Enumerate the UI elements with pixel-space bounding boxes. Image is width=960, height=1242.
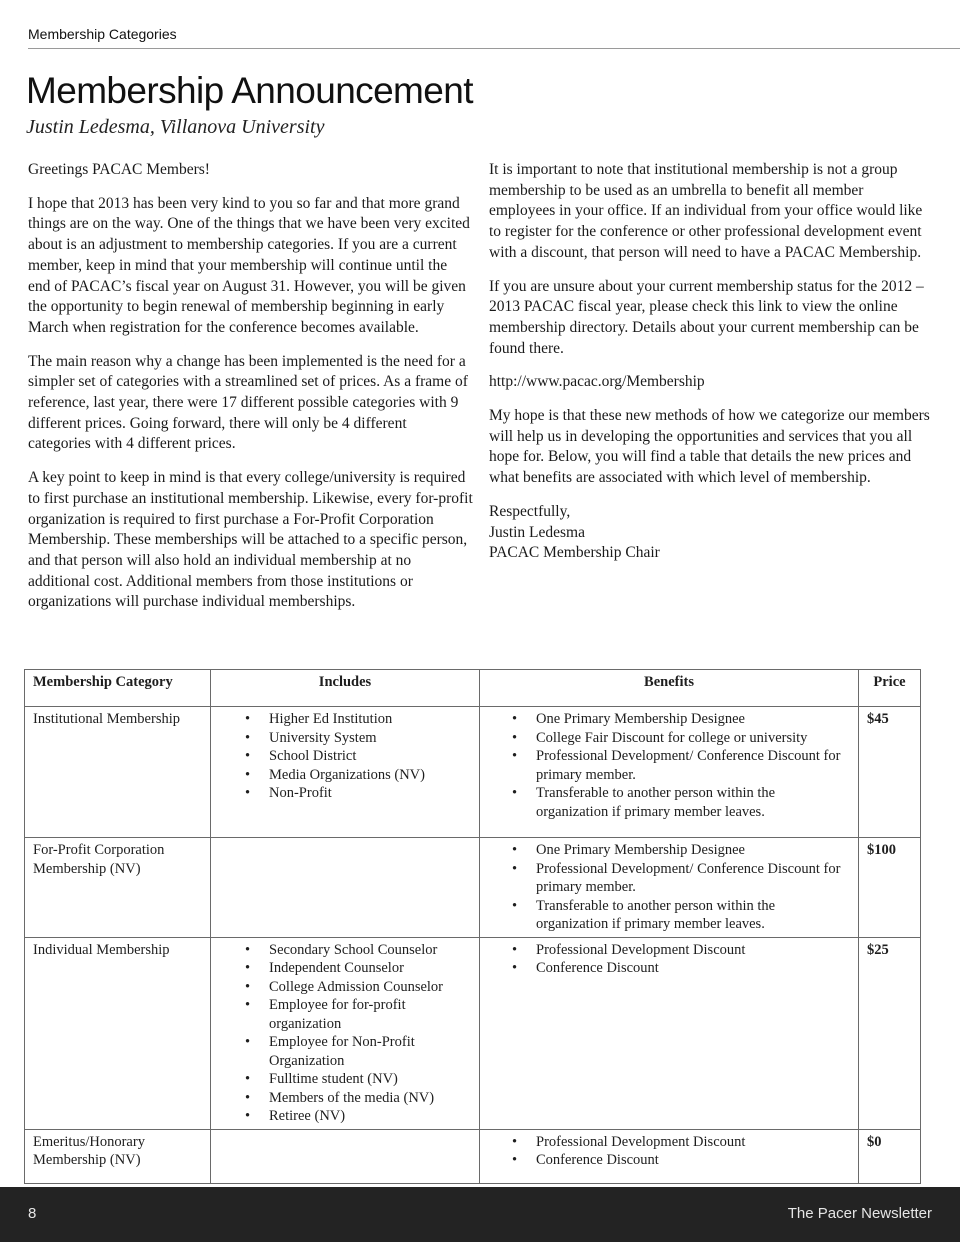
- category-cell: Institutional Membership: [25, 707, 211, 838]
- list-item: • Independent Counselor: [269, 959, 471, 978]
- list-item: • Employee for for-profit organization: [269, 996, 471, 1033]
- signoff: [489, 502, 931, 564]
- left-column: [28, 160, 473, 626]
- greeting-paragraph: Greetings PACAC Members!: [28, 161, 210, 178]
- article-byline: Justin Ledesma, Villanova University: [26, 116, 325, 138]
- list-item: • Secondary School Counselor: [269, 941, 471, 960]
- includes-cell: [211, 1129, 480, 1183]
- list-item: • Media Organizations (NV): [269, 766, 471, 785]
- price-cell: $25: [859, 937, 921, 1129]
- list-item: • Transferable to another person within the organization if primary member leaves.: [536, 784, 850, 821]
- price-cell: $100: [859, 838, 921, 938]
- list-item: • Non-Profit: [269, 784, 471, 803]
- list-item: • One Primary Membership Designee: [536, 710, 850, 729]
- list-item: • One Primary Membership Designee: [536, 841, 850, 860]
- signoff-title: PACAC Membership Chair: [489, 544, 660, 562]
- membership-table: [24, 669, 921, 1184]
- list-item: • Higher Ed Institution: [269, 710, 471, 729]
- membership-link[interactable]: http://www.pacac.org/Membership: [489, 373, 705, 391]
- table-row: [25, 707, 921, 838]
- list-item: • Conference Discount: [536, 1151, 850, 1170]
- table-row: [25, 937, 921, 1129]
- signoff-name: Justin Ledesma: [489, 523, 585, 541]
- list-item: • Retiree (NV): [269, 1107, 471, 1126]
- page-footer: [0, 1187, 960, 1242]
- list-item: • Professional Development/ Conference Discount for primary member.: [536, 747, 850, 784]
- column-header: Price: [859, 670, 921, 707]
- list-item: • Professional Development Discount: [536, 1133, 850, 1152]
- article-title: Membership Announcement: [26, 70, 473, 111]
- body-paragraph: A key point to keep in mind is that every college/university is required to first purchase an institutional membership. Likewise, every for-profit organization is required to first purchase a For-Profit Corporation Membership. These memberships will be attached to a specific person, and that person will also hold an individual membership at no additional cost. Additional members from those institutions or organizations will purchase individual memberships.: [28, 469, 473, 611]
- category-cell: For-Profit Corporation Membership (NV): [25, 838, 211, 938]
- body-paragraph: My hope is that these new methods of how we categorize our members will help us in developing the opportunities and services that you all hope for. Below, you will find a table that details the new prices and what benefits are associated with which level of membership.: [489, 407, 930, 487]
- list-item: • Transferable to another person within the organization if primary member leaves.: [536, 897, 850, 934]
- benefits-cell: [480, 1129, 859, 1183]
- price-cell: $45: [859, 707, 921, 838]
- body-paragraph: The main reason why a change has been implemented is the need for a simpler set of categories with a streamlined set of prices. As a frame of reference, last year, there were 17 different possible categories with 9 different prices. Going forward, there will only be 4 different categories with 4 different prices.: [28, 352, 468, 453]
- benefits-cell: [480, 937, 859, 1129]
- signoff-closing: Respectfully,: [489, 502, 571, 520]
- list-item: • Professional Development Discount: [536, 941, 850, 960]
- list-item: • School District: [269, 747, 471, 766]
- category-cell: Individual Membership: [25, 937, 211, 1129]
- list-item: • Conference Discount: [536, 959, 850, 978]
- includes-cell: [211, 838, 480, 938]
- column-header: Membership Category: [25, 670, 211, 707]
- includes-cell: [211, 937, 480, 1129]
- column-header: Benefits: [480, 670, 859, 707]
- includes-cell: [211, 707, 480, 838]
- section-label: Membership Categories: [28, 26, 177, 42]
- list-item: • Members of the media (NV): [269, 1089, 471, 1108]
- header-divider: [28, 48, 960, 49]
- list-item: • Fulltime student (NV): [269, 1070, 471, 1089]
- list-item: • Professional Development/ Conference Discount for primary member.: [536, 860, 850, 897]
- table-row: [25, 838, 921, 938]
- list-item: • University System: [269, 729, 471, 748]
- category-cell: Emeritus/Honorary Membership (NV): [25, 1129, 211, 1183]
- price-cell: $0: [859, 1129, 921, 1183]
- body-paragraph: I hope that 2013 has been very kind to you so far and that more grand things are on the way. One of the things that we have been very excited about is an adjustment to membership categories. If you are a current member, keep in mind that your membership will continue until the end of PACAC’s fiscal year on August 31. However, you will be given the opportunity to begin renewal of membership beginning in early March when registration for the conference becomes available.: [28, 194, 470, 336]
- list-item: • College Fair Discount for college or university: [536, 729, 850, 748]
- list-item: • College Admission Counselor: [269, 978, 471, 997]
- benefits-cell: [480, 707, 859, 838]
- publication-name: The Pacer Newsletter: [787, 1205, 932, 1222]
- table-header-row: [25, 670, 921, 707]
- list-item: • Employee for Non-Profit Organization: [269, 1033, 471, 1070]
- page-number: 8: [28, 1205, 37, 1222]
- right-column: [489, 160, 931, 564]
- body-paragraph: It is important to note that institutional membership is not a group membership to be used as an umbrella to benefit all member employees in your office. If an individual from your office would like to register for the conference or other professional development event with a discount, that person will need to have a PACAC Membership.: [489, 161, 923, 261]
- column-header: Includes: [211, 670, 480, 707]
- body-paragraph: If you are unsure about your current membership status for the 2012 – 2013 PACAC fiscal year, please check this link to view the online membership directory. Details about your current membership can be found there.: [489, 277, 924, 357]
- benefits-cell: [480, 838, 859, 938]
- table-row: [25, 1129, 921, 1183]
